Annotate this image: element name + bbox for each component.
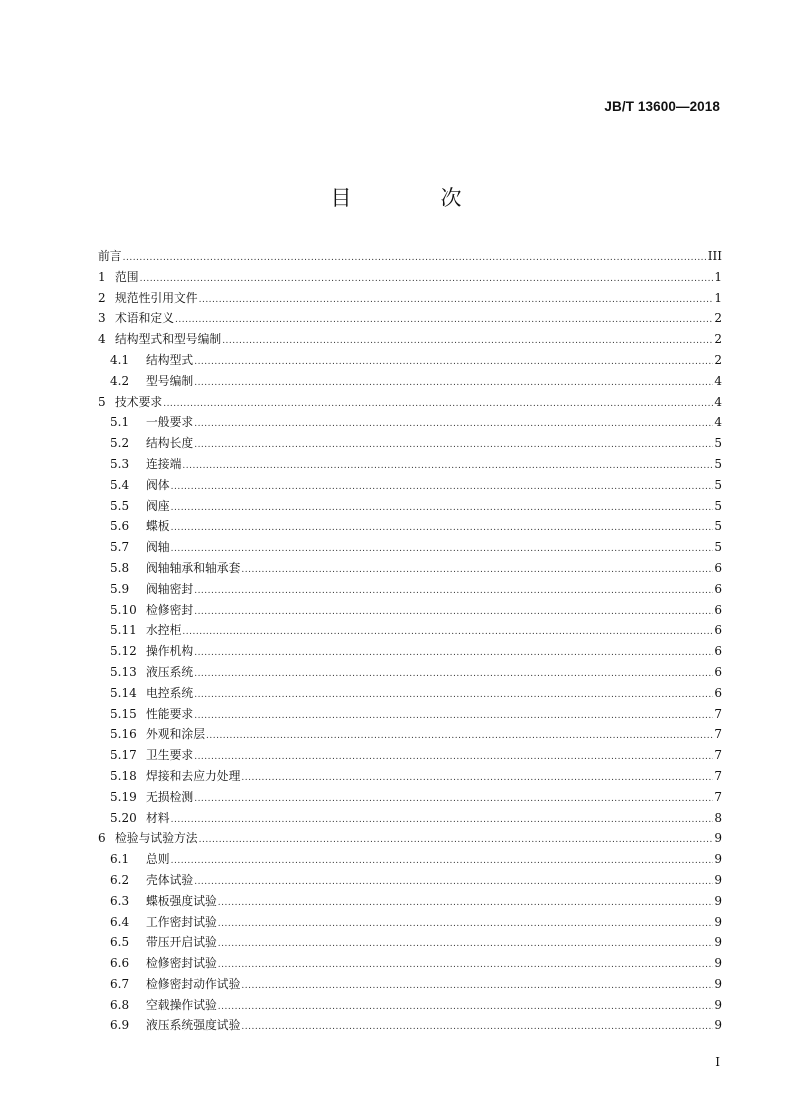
toc-leader-dots [194, 414, 713, 435]
toc-entry-number: 5.2 [110, 436, 130, 451]
toc-entry-number: 6.8 [110, 997, 130, 1012]
toc-entry-page: 4 [714, 415, 722, 430]
toc-entry-number: 5.6 [110, 519, 130, 534]
toc-entry-number: 6.9 [110, 1018, 130, 1033]
toc-leader-dots [171, 851, 714, 872]
toc-leader-dots [163, 394, 713, 415]
toc-entry-title: 壳体试验 [146, 872, 194, 887]
toc-entry-title: 检验与试验方法 [115, 831, 198, 846]
toc-entry-title: 术语和定义 [115, 311, 174, 326]
toc-entry-page: 6 [714, 664, 722, 679]
toc-entry-number: 6.3 [110, 893, 130, 908]
toc-entry[interactable] [98, 516, 722, 537]
toc-entry-title: 无损检测 [146, 789, 194, 804]
toc-leader-dots [218, 934, 714, 955]
toc-entry-title: 电控系统 [146, 685, 194, 700]
toc-leader-dots [194, 664, 713, 685]
toc-entry-page: 9 [714, 935, 722, 950]
toc-entry[interactable] [98, 912, 722, 933]
toc-entry-number: 6.2 [110, 872, 130, 887]
toc-entry-page: 4 [714, 373, 722, 388]
toc-entry-page: 9 [714, 872, 722, 887]
toc-entry-number: 5.20 [110, 810, 137, 825]
toc-entry-number: 6.4 [110, 914, 130, 929]
toc-entry-title: 水控柜 [146, 623, 182, 638]
toc-leader-dots [194, 685, 713, 706]
toc-entry-number: 6.6 [110, 956, 130, 971]
toc-entry-page: 1 [714, 269, 722, 284]
toc-entry-title: 外观和涂层 [146, 727, 205, 742]
toc-entry-number: 5.12 [110, 644, 137, 659]
toc-entry-number: 5.17 [110, 748, 137, 763]
toc-leader-dots [218, 914, 714, 935]
toc-entry-page: 6 [714, 581, 722, 596]
toc-entry-page: 8 [714, 810, 722, 825]
toc-leader-dots [194, 373, 713, 394]
toc-entry-title: 空载操作试验 [146, 997, 217, 1012]
toc-leader-dots [194, 435, 713, 456]
toc-entry-title: 连接端 [146, 456, 182, 471]
toc-entry-number: 4.2 [110, 373, 130, 388]
toc-title: 目 次 [330, 186, 496, 210]
toc-entry-number: 5.7 [110, 540, 130, 555]
table-of-contents [98, 246, 722, 1036]
toc-entry-title: 阀轴 [146, 540, 170, 555]
toc-leader-dots [194, 581, 713, 602]
toc-entry-page: 9 [714, 997, 722, 1012]
toc-entry-number: 3 [98, 311, 106, 326]
toc-entry-title: 带压开启试验 [146, 935, 217, 950]
toc-entry-title: 检修密封 [146, 602, 194, 617]
toc-leader-dots [199, 830, 714, 851]
toc-entry-number: 5.13 [110, 664, 137, 679]
toc-leader-dots [194, 706, 713, 727]
toc-entry[interactable] [98, 974, 722, 995]
toc-entry-page: 9 [714, 914, 722, 929]
toc-leader-dots [194, 872, 713, 893]
toc-entry-number: 5.5 [110, 498, 130, 513]
toc-entry-title: 液压系统强度试验 [146, 1018, 241, 1033]
toc-entry-title: 阀轴轴承和轴承套 [146, 560, 241, 575]
toc-entry-number: 5.19 [110, 789, 137, 804]
toc-entry-page: 6 [714, 685, 722, 700]
toc-entry-title: 性能要求 [146, 706, 194, 721]
toc-entry-page: 1 [714, 290, 722, 305]
toc-entry-title: 材料 [146, 810, 170, 825]
toc-entry-page: 5 [714, 540, 722, 555]
toc-entry-number: 5.1 [110, 415, 130, 430]
toc-entry[interactable] [98, 496, 722, 517]
toc-entry-title: 规范性引用文件 [115, 290, 198, 305]
toc-entry[interactable] [98, 371, 722, 392]
toc-entry[interactable] [98, 267, 722, 288]
toc-entry-title: 技术要求 [115, 394, 163, 409]
toc-leader-dots [175, 310, 713, 331]
toc-entry[interactable] [98, 766, 722, 787]
toc-entry-page: 5 [714, 498, 722, 513]
toc-entry-number: 5.16 [110, 727, 137, 742]
toc-entry-number: 5.14 [110, 685, 137, 700]
toc-entry-title: 蝶板强度试验 [146, 893, 217, 908]
toc-entry[interactable] [98, 870, 722, 891]
toc-entry[interactable] [98, 620, 722, 641]
toc-entry[interactable] [98, 246, 722, 267]
toc-entry-number: 6.5 [110, 935, 130, 950]
toc-entry[interactable] [98, 1015, 722, 1036]
toc-entry-title: 结构型式和型号编制 [115, 332, 222, 347]
toc-entry-page: 7 [714, 727, 722, 742]
toc-entry-page: 5 [714, 456, 722, 471]
toc-entry[interactable] [98, 787, 722, 808]
toc-leader-dots [171, 477, 714, 498]
toc-leader-dots [140, 269, 714, 290]
toc-leader-dots [194, 789, 713, 810]
toc-entry-number: 5.10 [110, 602, 137, 617]
toc-entry-number: 1 [98, 269, 106, 284]
toc-entry[interactable] [98, 350, 722, 371]
toc-entry[interactable] [98, 704, 722, 725]
toc-entry[interactable] [98, 288, 722, 309]
toc-entry-number: 5.18 [110, 768, 137, 783]
toc-leader-dots [218, 955, 714, 976]
toc-leader-dots [182, 622, 713, 643]
toc-entry-number: 2 [98, 290, 106, 305]
toc-entry[interactable] [98, 329, 722, 350]
toc-leader-dots [171, 539, 714, 560]
toc-entry-title: 范围 [115, 269, 139, 284]
toc-leader-dots [171, 518, 714, 539]
toc-entry[interactable] [98, 392, 722, 413]
toc-entry[interactable] [98, 828, 722, 849]
toc-leader-dots [218, 997, 714, 1018]
toc-entry[interactable] [98, 849, 722, 870]
toc-leader-dots [206, 726, 713, 747]
toc-entry-page: 6 [714, 623, 722, 638]
toc-entry-page: 5 [714, 519, 722, 534]
toc-entry-number: 5 [98, 394, 106, 409]
toc-entry[interactable] [98, 412, 722, 433]
toc-leader-dots [241, 1017, 713, 1038]
toc-leader-dots [194, 643, 713, 664]
toc-entry[interactable] [98, 953, 722, 974]
toc-entry-page: 6 [714, 644, 722, 659]
toc-entry[interactable] [98, 683, 722, 704]
toc-entry-page: 2 [714, 352, 722, 367]
toc-leader-dots [123, 248, 707, 269]
toc-entry-page: 6 [714, 560, 722, 575]
toc-entry-page: 9 [714, 1018, 722, 1033]
toc-entry-title: 液压系统 [146, 664, 194, 679]
toc-entry[interactable] [98, 454, 722, 475]
toc-leader-dots [241, 976, 713, 997]
toc-entry-page: III [707, 249, 722, 263]
toc-entry-title: 阀轴密封 [146, 581, 194, 596]
toc-leader-dots [199, 290, 714, 311]
page-number: I [715, 1055, 720, 1069]
toc-entry-title: 检修密封动作试验 [146, 976, 241, 991]
toc-entry-page: 5 [714, 477, 722, 492]
toc-entry-title: 焊接和去应力处理 [146, 768, 241, 783]
toc-entry[interactable] [98, 724, 722, 745]
toc-entry-title: 操作机构 [146, 644, 194, 659]
toc-entry-title: 前言 [98, 249, 122, 263]
toc-entry-title: 卫生要求 [146, 748, 194, 763]
toc-entry-page: 9 [714, 831, 722, 846]
toc-entry-page: 9 [714, 893, 722, 908]
toc-entry-page: 2 [714, 332, 722, 347]
toc-entry-number: 5.11 [110, 623, 137, 638]
toc-leader-dots [182, 456, 713, 477]
toc-entry-page: 7 [714, 768, 722, 783]
toc-entry-title: 结构型式 [146, 352, 194, 367]
toc-entry[interactable] [98, 308, 722, 329]
toc-entry-number: 5.4 [110, 477, 130, 492]
toc-entry[interactable] [98, 537, 722, 558]
toc-entry[interactable] [98, 808, 722, 829]
toc-leader-dots [171, 810, 714, 831]
toc-entry-page: 6 [714, 602, 722, 617]
toc-leader-dots [218, 893, 714, 914]
toc-entry[interactable] [98, 891, 722, 912]
toc-leader-dots [194, 352, 713, 373]
document-code: JB/T 13600—2018 [604, 99, 720, 114]
toc-leader-dots [241, 560, 713, 581]
toc-entry-number: 6.7 [110, 976, 130, 991]
toc-leader-dots [194, 747, 713, 768]
toc-entry-title: 工作密封试验 [146, 914, 217, 929]
toc-entry-page: 9 [714, 956, 722, 971]
toc-entry-number: 4.1 [110, 352, 130, 367]
toc-entry[interactable] [98, 579, 722, 600]
toc-entry-title: 总则 [146, 852, 170, 867]
toc-entry[interactable] [98, 433, 722, 454]
toc-leader-dots [241, 768, 713, 789]
toc-entry-number: 5.3 [110, 456, 130, 471]
toc-entry-page: 4 [714, 394, 722, 409]
toc-leader-dots [194, 602, 713, 623]
toc-entry-title: 结构长度 [146, 436, 194, 451]
toc-entry-title: 阀体 [146, 477, 170, 492]
toc-leader-dots [171, 498, 714, 519]
toc-entry[interactable] [98, 475, 722, 496]
toc-entry-number: 5.8 [110, 560, 130, 575]
toc-entry[interactable] [98, 995, 722, 1016]
toc-entry[interactable] [98, 558, 722, 579]
toc-entry-page: 2 [714, 311, 722, 326]
toc-entry-title: 蝶板 [146, 519, 170, 534]
toc-leader-dots [222, 331, 713, 352]
toc-entry[interactable] [98, 745, 722, 766]
toc-entry-page: 5 [714, 436, 722, 451]
toc-entry-number: 5.9 [110, 581, 130, 596]
toc-entry-page: 9 [714, 976, 722, 991]
toc-entry-page: 7 [714, 748, 722, 763]
toc-entry-number: 4 [98, 332, 106, 347]
toc-entry-number: 6 [98, 831, 106, 846]
toc-entry-title: 型号编制 [146, 373, 194, 388]
toc-entry[interactable] [98, 932, 722, 953]
toc-entry[interactable] [98, 600, 722, 621]
toc-entry-title: 检修密封试验 [146, 956, 217, 971]
toc-entry-page: 9 [714, 852, 722, 867]
toc-entry-number: 5.15 [110, 706, 137, 721]
toc-entry-page: 7 [714, 706, 722, 721]
toc-entry[interactable] [98, 641, 722, 662]
toc-entry-page: 7 [714, 789, 722, 804]
toc-entry-number: 6.1 [110, 852, 130, 867]
toc-entry[interactable] [98, 662, 722, 683]
toc-entry-title: 阀座 [146, 498, 170, 513]
toc-entry-title: 一般要求 [146, 415, 194, 430]
